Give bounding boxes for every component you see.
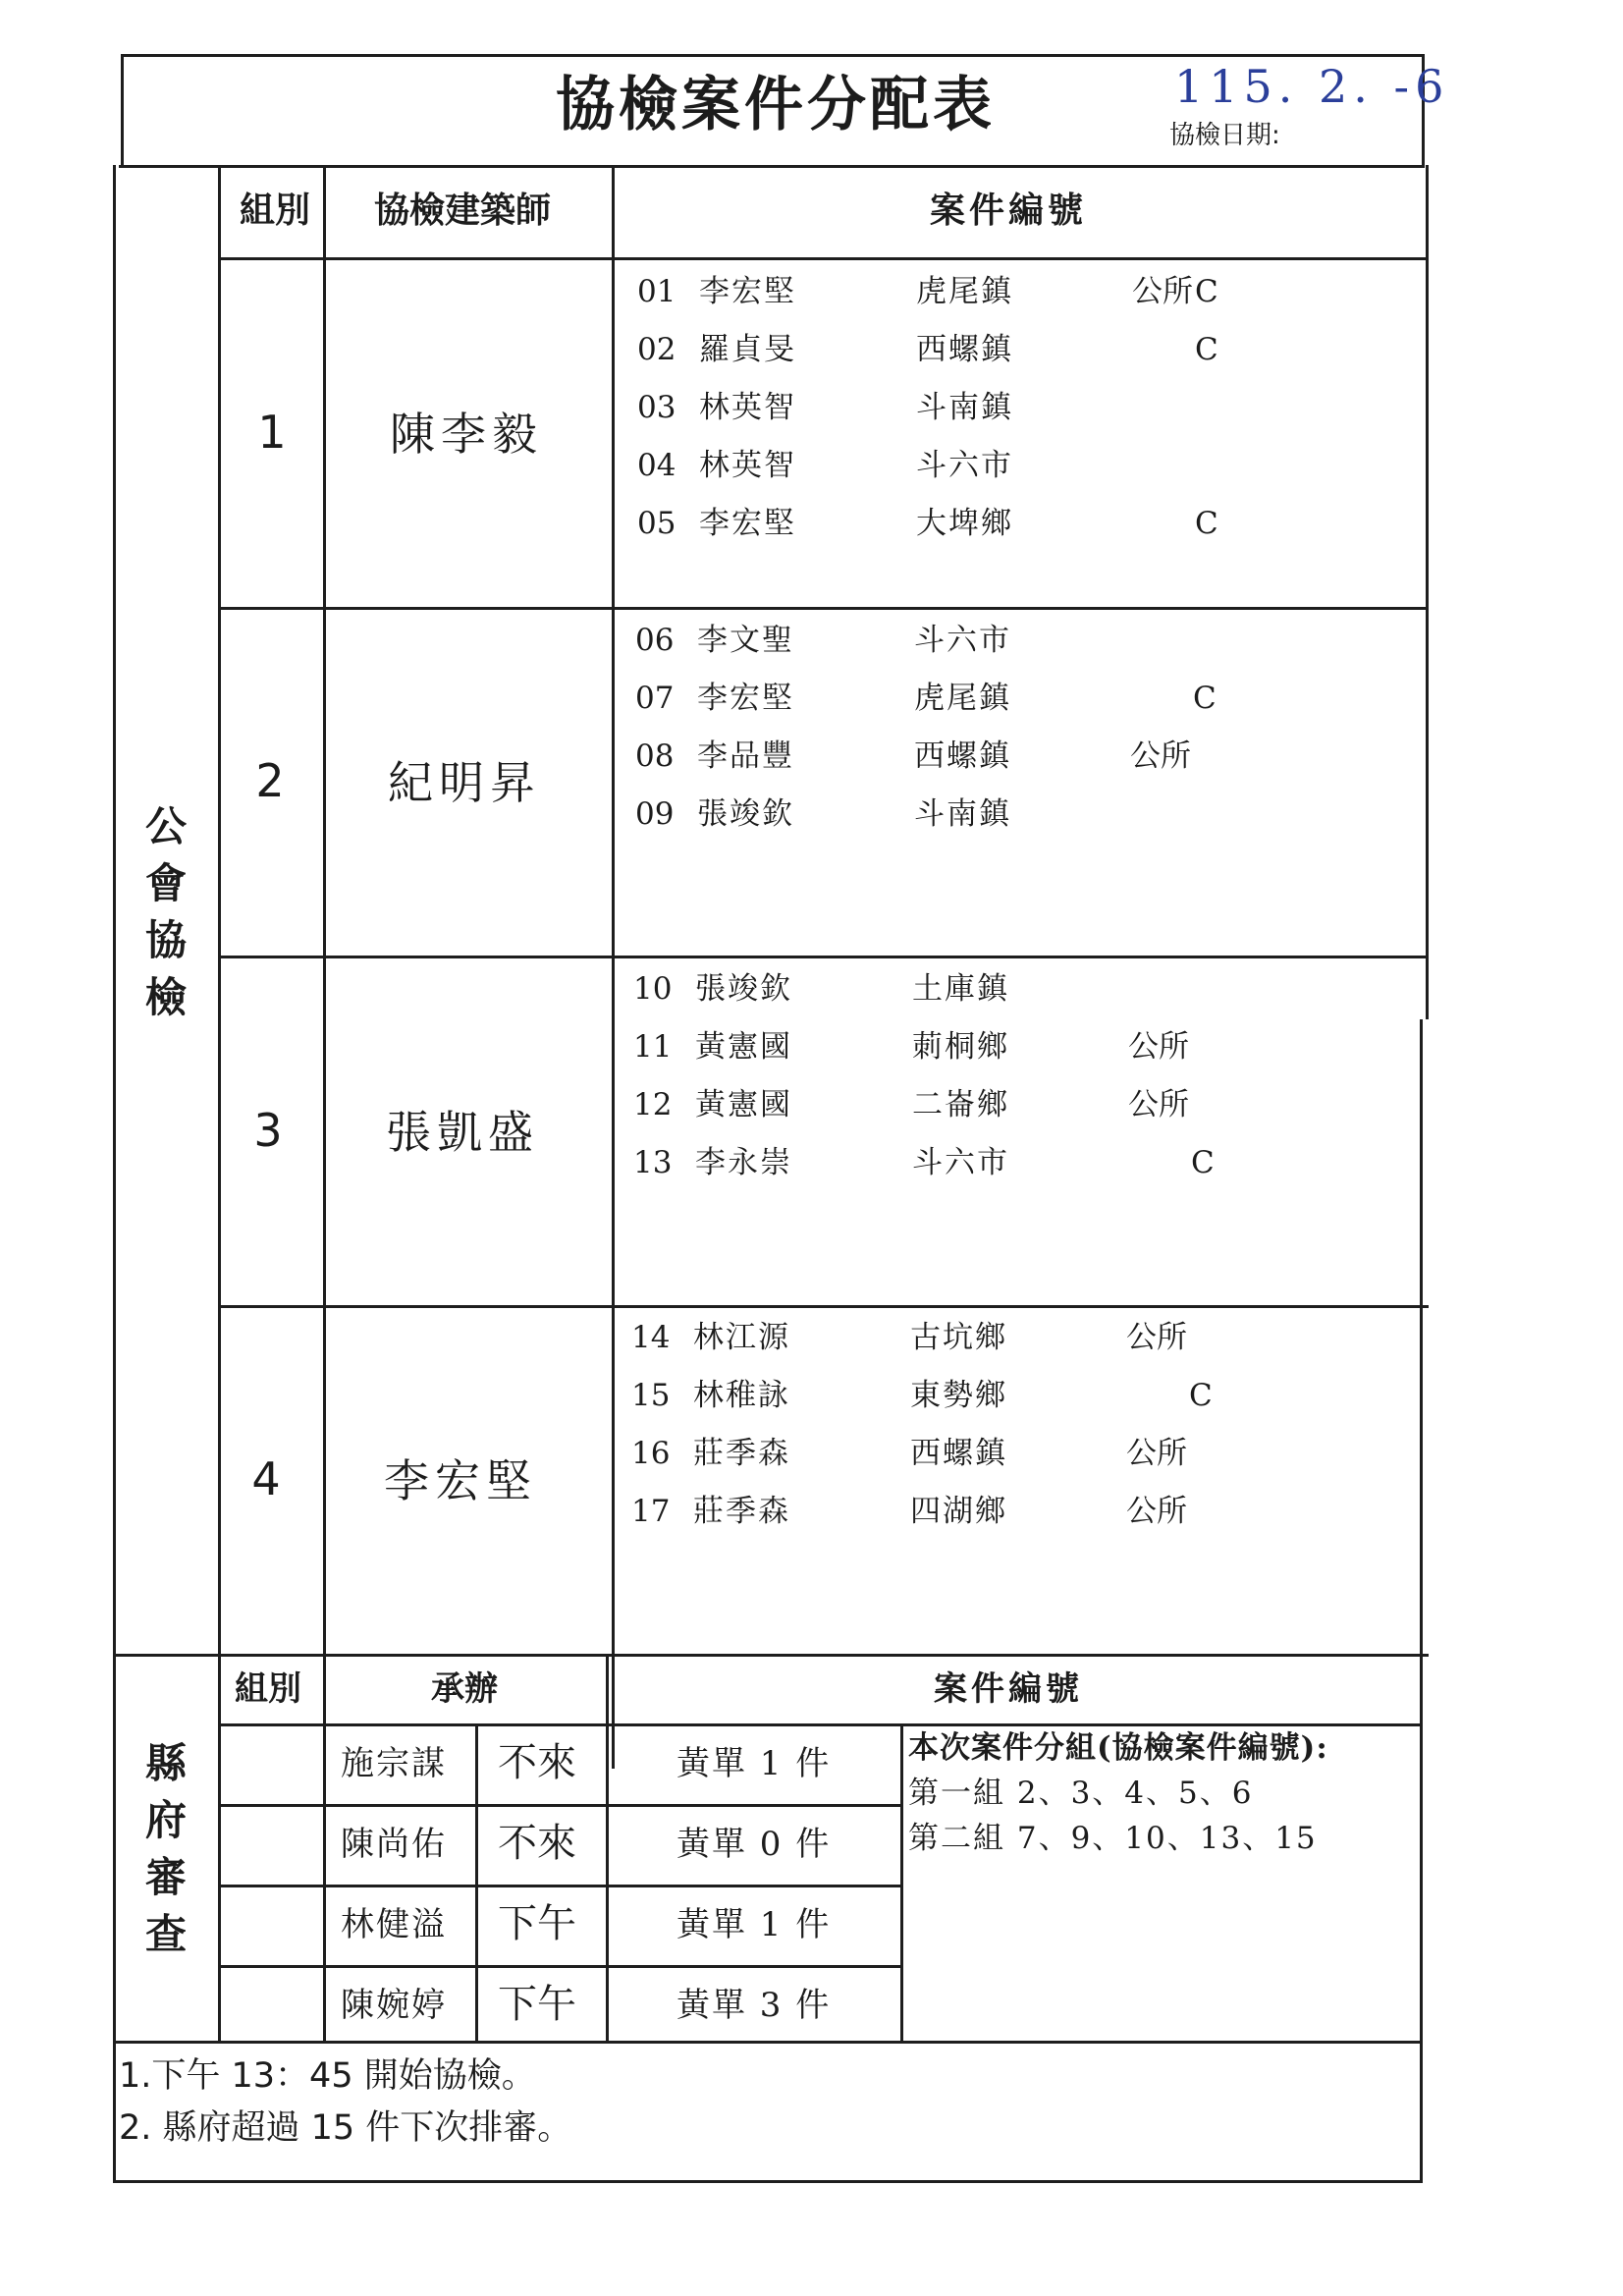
case-number: 03 <box>637 390 676 425</box>
group-architect: 陳李毅 <box>390 408 543 461</box>
county-yellow-cases: 黃單 3 件 <box>676 1986 832 2025</box>
case-town: 西螺鎮 <box>916 332 1013 367</box>
border-top <box>121 54 1425 57</box>
rule-county-row1 <box>218 1804 903 1807</box>
side-label-association <box>136 798 195 1026</box>
rule-county-bottom <box>113 2041 1423 2044</box>
county-handler-name: 陳婉婷 <box>341 1986 447 2025</box>
rule-county-header-bottom <box>218 1723 1423 1726</box>
case-number: 09 <box>635 796 675 832</box>
county-header-cases: 案件編號 <box>934 1669 1083 1709</box>
case-number: 05 <box>637 506 676 541</box>
case-mark: C <box>1193 681 1217 716</box>
col-header-group: 組別 <box>240 191 311 231</box>
case-number: 11 <box>633 1029 673 1065</box>
side-char: 檢 <box>144 973 187 1021</box>
case-town: 土庫鎮 <box>912 971 1009 1007</box>
case-town: 大埤鄉 <box>916 506 1013 541</box>
case-town: 莿桐鄉 <box>912 1029 1009 1065</box>
county-handler-status: 下午 <box>498 1901 576 1946</box>
county-header-handler: 承辦 <box>431 1669 498 1709</box>
case-number: 15 <box>631 1378 671 1413</box>
case-number: 04 <box>637 448 676 483</box>
date-stamp: 115. 2. -6 <box>1174 60 1450 113</box>
col-side-right <box>218 165 221 2044</box>
side-char: 府 <box>144 1796 187 1844</box>
case-town: 斗南鎮 <box>916 390 1013 425</box>
county-handler-name: 陳尚佑 <box>341 1825 447 1864</box>
case-town: 東勢鄉 <box>910 1378 1007 1413</box>
grouping-line: 第二組 7、9、10、13、15 <box>908 1821 1318 1856</box>
case-mark: C <box>1195 506 1218 541</box>
case-architect: 李宏堅 <box>699 274 796 309</box>
county-yellow-cases: 黃單 1 件 <box>676 1905 832 1944</box>
case-mark: C <box>1195 274 1218 309</box>
group-number: 4 <box>251 1452 281 1505</box>
group-number: 1 <box>257 406 287 459</box>
page-title: 協檢案件分配表 <box>556 71 996 139</box>
side-label-county <box>136 1735 195 1963</box>
col-group-right <box>323 165 326 2044</box>
col-header-cases: 案件編號 <box>930 191 1088 231</box>
border-bottom <box>113 2180 1423 2183</box>
side-char: 縣 <box>144 1739 187 1787</box>
case-town: 西螺鎮 <box>910 1436 1007 1471</box>
case-town: 斗南鎮 <box>914 796 1011 832</box>
side-char: 查 <box>144 1910 187 1958</box>
case-number: 02 <box>637 332 676 367</box>
grouping-heading: 本次案件分組(協檢案件編號): <box>908 1730 1328 1766</box>
border-right-top <box>1426 165 1429 1019</box>
case-number: 06 <box>635 623 675 658</box>
case-mark: C <box>1195 332 1218 367</box>
case-town: 古坑鄉 <box>910 1320 1007 1355</box>
case-number: 17 <box>631 1494 671 1529</box>
rule-header-bottom <box>218 257 1429 260</box>
case-office: 公所 <box>1130 738 1191 774</box>
case-number: 07 <box>635 681 675 716</box>
case-architect: 黃憲國 <box>695 1029 792 1065</box>
grouping-line: 第一組 2、3、4、5、6 <box>908 1776 1254 1811</box>
case-architect: 李宏堅 <box>697 681 794 716</box>
case-office: 公所 <box>1126 1320 1187 1355</box>
side-char: 協 <box>144 916 187 964</box>
case-architect: 黃憲國 <box>695 1087 792 1122</box>
rule-group1-bottom <box>218 607 1429 610</box>
case-office: 公所 <box>1128 1087 1189 1122</box>
county-handler-name: 林健溢 <box>341 1905 447 1944</box>
case-town: 斗六市 <box>914 623 1011 658</box>
case-architect: 莊季森 <box>693 1436 790 1471</box>
case-number: 08 <box>635 738 675 774</box>
case-town: 虎尾鎮 <box>914 681 1011 716</box>
case-architect: 李永崇 <box>695 1145 792 1180</box>
border-left-upper <box>121 54 124 167</box>
case-number: 10 <box>633 971 673 1007</box>
case-architect: 張竣欽 <box>695 971 792 1007</box>
col-county-cases-left <box>606 1654 609 2044</box>
rule-county-row3 <box>218 1965 903 1968</box>
case-number: 12 <box>633 1087 673 1122</box>
date-label: 協檢日期: <box>1169 121 1280 150</box>
group-architect: 紀明昇 <box>388 756 541 809</box>
col-header-architect: 協檢建築師 <box>374 191 552 231</box>
side-char: 會 <box>144 859 187 907</box>
county-handler-name: 施宗謀 <box>341 1744 447 1783</box>
rule-group3-bottom <box>218 1305 1429 1308</box>
county-header-group: 組別 <box>235 1669 301 1709</box>
case-town: 四湖鄉 <box>910 1494 1007 1529</box>
case-mark: C <box>1191 1145 1215 1180</box>
group-number: 3 <box>253 1104 283 1157</box>
case-architect: 張竣欽 <box>697 796 794 832</box>
case-town: 斗六市 <box>916 448 1013 483</box>
col-handler-right <box>475 1723 478 2044</box>
county-yellow-cases: 黃單 0 件 <box>676 1825 832 1864</box>
county-yellow-cases: 黃單 1 件 <box>676 1744 832 1783</box>
case-number: 16 <box>631 1436 671 1471</box>
note-line: 1.下午 13：45 開始協檢。 <box>119 2056 536 2096</box>
case-architect: 林英智 <box>699 448 796 483</box>
case-town: 二崙鄉 <box>912 1087 1009 1122</box>
county-handler-status: 不來 <box>498 1821 576 1866</box>
case-architect: 李品豐 <box>697 738 794 774</box>
group-architect: 張凱盛 <box>386 1106 539 1159</box>
rule-association-bottom <box>113 1654 1429 1657</box>
case-office: 公所 <box>1126 1494 1187 1529</box>
case-number: 13 <box>633 1145 673 1180</box>
case-architect: 李宏堅 <box>699 506 796 541</box>
case-office: 公所 <box>1126 1436 1187 1471</box>
rule-title-bottom <box>119 165 1425 168</box>
rule-group2-bottom <box>218 956 1429 958</box>
case-town: 西螺鎮 <box>914 738 1011 774</box>
case-architect: 林稚詠 <box>693 1378 790 1413</box>
county-handler-status: 下午 <box>498 1982 576 2027</box>
case-office: 公所 <box>1128 1029 1189 1065</box>
case-architect: 李文聖 <box>697 623 794 658</box>
case-architect: 林江源 <box>693 1320 790 1355</box>
allocation-form <box>109 54 1450 2185</box>
case-architect: 莊季森 <box>693 1494 790 1529</box>
note-line: 2. 縣府超過 15 件下次排審。 <box>119 2108 572 2148</box>
case-mark: C <box>1189 1378 1213 1413</box>
border-left <box>113 165 116 2183</box>
side-char: 審 <box>144 1853 187 1901</box>
side-char: 公 <box>144 802 187 850</box>
border-right-bottom <box>1420 1019 1423 2183</box>
case-architect: 林英智 <box>699 390 796 425</box>
rule-county-row2 <box>218 1885 903 1887</box>
col-yellow-right <box>900 1723 903 2044</box>
case-architect: 羅貞旻 <box>699 332 796 367</box>
case-town: 虎尾鎮 <box>916 274 1013 309</box>
group-number: 2 <box>255 754 285 807</box>
case-office: 公所 <box>1132 274 1193 309</box>
case-number: 01 <box>637 274 676 309</box>
col-architect-right <box>612 165 615 1769</box>
county-handler-status: 不來 <box>498 1740 576 1785</box>
case-number: 14 <box>631 1320 671 1355</box>
case-town: 斗六市 <box>912 1145 1009 1180</box>
group-architect: 李宏堅 <box>384 1454 537 1507</box>
